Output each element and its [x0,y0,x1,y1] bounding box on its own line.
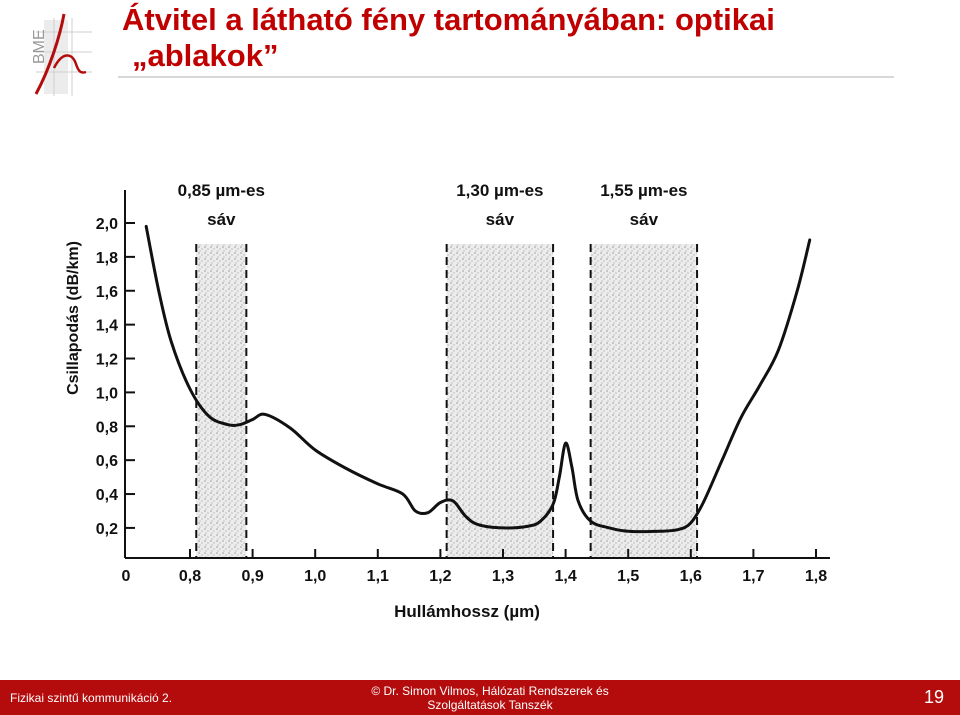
x-tick-label: 1,1 [366,568,389,585]
title-line-1: Átvitel a látható fény tartományában: optikai [122,2,775,37]
band-2-sublabel: sáv [485,210,515,229]
band-1-sublabel: sáv [207,210,236,229]
y-tick-label: 1,4 [95,317,118,335]
y-tick-label: 2,0 [95,216,118,233]
y-tick-label: 0,8 [95,419,118,437]
y-tick-label: 0,2 [95,520,118,538]
band-1-label: 0,85 µm-es [177,181,265,200]
x-tick-label: 1,7 [742,568,765,585]
band-3-label: 1,55 µm-es [600,181,688,200]
title-line-2: „ablakok” [132,38,279,73]
band-3-sublabel: sáv [629,210,659,229]
page-number: 19 [923,687,944,707]
x-origin-label: 0 [121,568,131,585]
y-tick-label: 1,6 [95,283,118,301]
footer-bar [0,680,960,715]
x-tick-label: 1,8 [804,568,828,585]
y-tick-label: 0,4 [95,487,118,505]
band-1-shading [196,244,246,558]
x-axis-label: Hullámhossz (µm) [394,602,540,621]
y-axis-label: Csillapodás (dB/km) [65,241,82,395]
x-tick-label: 1,6 [679,568,702,585]
y-tick-label: 0,6 [95,453,118,471]
x-tick-label: 0,8 [178,568,202,585]
logo-text: BME [31,29,48,64]
band-3-shading [591,244,697,558]
y-tick-label: 1,0 [95,385,118,403]
footer-course: Fizikai szintű kommunikáció 2. [10,691,173,705]
x-tick-label: 1,4 [554,568,577,585]
y-tick-label: 1,2 [95,351,118,369]
x-tick-label: 1,5 [617,568,640,585]
x-tick-label: 1,0 [304,568,327,585]
y-tick-label: 1,8 [95,249,118,267]
footer-copyright-line-2: Szolgáltatások Tanszék [427,698,553,712]
footer-copyright-line-1: © Dr. Simon Vilmos, Hálózati Rendszerek és [371,684,609,698]
footer-copyright [300,684,680,712]
x-tick-label: 1,3 [491,568,515,585]
band-2-label: 1,30 µm-es [456,181,544,200]
x-tick-label: 0,9 [241,568,264,585]
x-tick-label: 1,2 [429,568,452,585]
